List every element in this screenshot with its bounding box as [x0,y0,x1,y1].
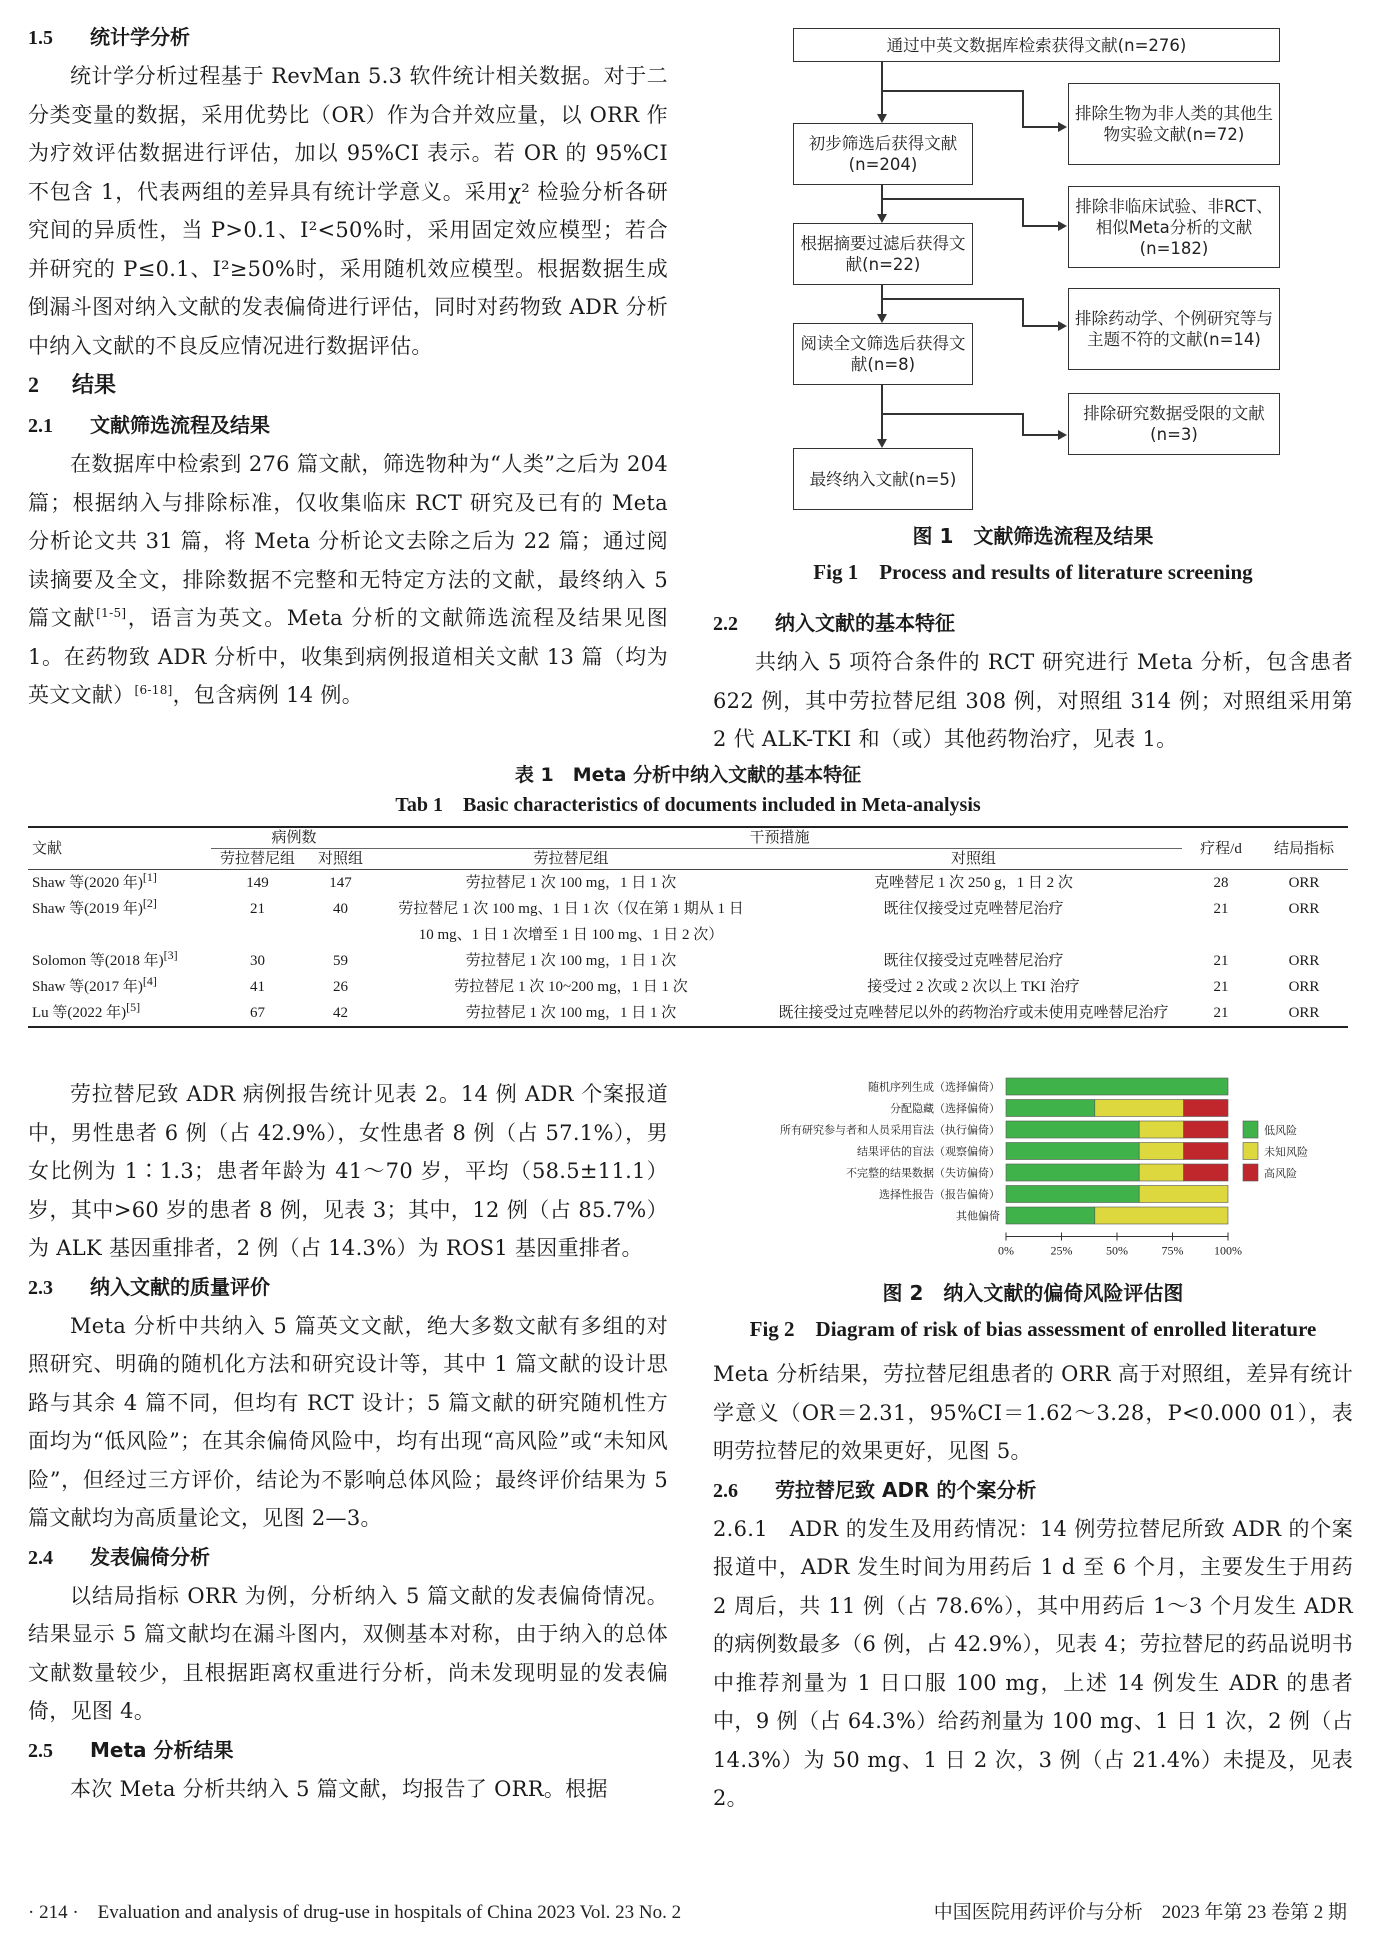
section-heading-2-1: 2.1 文献筛选流程及结果 [28,413,270,437]
arrow-right-icon [1058,122,1067,132]
paragraph-quality: Meta 分析中共纳入 5 篇英文文献，绝大多数文献有多组的对照研究、明确的随机化方法和研究设计等，其中 1 篇文献的设计思路与其余 4 篇不同，但均有 RCT 设计；5 篇文献的研究随机性方面均为“低风险”；在其余偏倚风险中，均有出现“高风险”或“未知风险”，但经过三方评价，结论为不影响总体风险；最终评价结果为 5 篇文献均为高质量论文，见图 2—3。 [28,1313,668,1530]
flow-connector [1022,413,1024,435]
paragraph-screening: 在数据库中检索到 276 篇文献，筛选物种为“人类”之后为 204 篇；根据纳入与排除标准，仅收集临床 RCT 研究及已有的 Meta 分析论文共 31 篇，将 Meta 分析论文去除之后为 22 篇；通过阅读摘要及全文，排除数据不完整和无特定方法的文献，最终纳入 5 篇文献[1-5]，语言为英文。Meta 分析的文献筛选流程及结果见图 1。在药物致 ADR 分析中，收集到病例报道相关文献 13 篇（均为英文文献）[6-18]，包含病例 14 例。 [28,452,668,707]
citation[interactable]: [5] [126,1000,141,1014]
risk-of-bias-chart [713,1075,1353,1275]
category-label: 选择性报告（报告偏倚） [879,1188,1000,1201]
figure-1-caption-cn: 图 1 文献筛选流程及结果 [912,524,1154,548]
flow-box-excluded-4: 排除研究数据受限的文献(n=3) [1068,393,1280,455]
flow-box-excluded-3: 排除药动学、个例研究等与主题不符的文献(n=14) [1068,288,1280,370]
category-label: 其他偏倚 [956,1209,1000,1223]
footer-journal-en: · 214 · Evaluation and analysis of drug-use in hospitals of China 2023 Vol. 23 No. 2 [28,1902,682,1923]
bar-segment [1006,1164,1139,1181]
section-heading-2-4: 2.4 发表偏倚分析 [28,1544,210,1569]
citation[interactable]: [6-18] [134,683,173,697]
citation[interactable]: [2] [142,896,157,910]
x-tick-label: 100% [1214,1243,1242,1258]
risk-of-bias-chart-svg [713,1075,1353,1275]
flow-connector [881,413,1023,415]
figure-1-caption-en: Fig 1 Process and results of literature screening [813,560,1253,584]
table-1-caption-cn: 表 1 Meta 分析中纳入文献的基本特征 [514,764,862,786]
section-heading-1-5: 1.5 统计学分析 [28,25,190,49]
figure-2-caption-en: Fig 2 Diagram of risk of bias assessment of enrolled literature [749,1317,1317,1341]
flow-connector [1022,434,1059,436]
table-row: Shaw 等(2017 年)[4] 41 26 劳拉替尼 1 次 10~200 mg，1 日 1 次 接受过 2 次或 2 次以上 TKI 治疗 21 ORR [32,974,1320,995]
bar-segment [1139,1143,1183,1160]
bar-segment [1139,1121,1183,1138]
arrow-down-icon [877,114,887,123]
paragraph-meta-results-continued: Meta 分析结果，劳拉替尼组患者的 ORR 高于对照组，差异有统计学意义（OR＝2.31，95%CI＝1.62～3.28，P<0.000 01），表明劳拉替尼的效果更好，见图 5。 [713,1362,1353,1463]
bar-segment [1184,1164,1228,1181]
flow-connector [1022,90,1024,128]
left-column-bottom [28,1075,668,1808]
citation[interactable]: [4] [142,974,157,988]
bar-segment [1095,1207,1228,1224]
flow-connector [881,90,1023,92]
arrow-down-icon [877,314,887,323]
flow-connector [1022,225,1059,227]
col-header-cases-lorlatinib: 劳拉替尼组 [219,851,295,867]
bar-segment [1184,1100,1228,1117]
legend-label: 未知风险 [1264,1145,1308,1159]
bar-segment [1006,1186,1139,1203]
category-label: 不完整的结果数据（失访偏倚） [846,1166,1000,1180]
bar-segment [1006,1100,1095,1117]
paragraph-statistics: 统计学分析过程基于 RevMan 5.3 软件统计相关数据。对于二分类变量的数据，采用优势比（OR）作为合并效应量，以 ORR 作为疗效评估数据进行评估，加以 95%CI 表示。若 OR 的 95%CI 不包含 1，代表两组的差异具有统计学意义。采用χ² 检验分析各研究间的异质性，当 P>0.1、I²<50%时，采用固定效应模型；若合并研究的 P≤0.1、I²≥50%时，采用随机效应模型。根据数据生成倒漏斗图对纳入文献的发表偏倚进行评估，同时对药物致 ADR 分析中纳入文献的不良反应情况进行数据评估。 [28,64,668,358]
flow-connector [1022,298,1024,326]
arrow-down-icon [877,439,887,448]
flow-box-main-5: 最终纳入文献(n=5) [793,448,973,510]
bar-segment [1095,1100,1184,1117]
bar-segment [1139,1164,1183,1181]
table-row: Lu 等(2022 年)[5] 67 42 劳拉替尼 1 次 100 mg，1 日 1 次 既往接受过克唑替尼以外的药物治疗或未使用克唑替尼治疗 21 ORR [28,1000,1348,1027]
col-header-outcome: 结局指标 [1260,827,1348,870]
paragraph-characteristics: 共纳入 5 项符合条件的 RCT 研究进行 Meta 分析，包含患者 622 例，其中劳拉替尼组 308 例，对照组 314 例；对照组采用第 2 代 ALK-TKI 和（或）其他药物治疗，见表 1。 [713,650,1353,751]
flow-connector [1022,325,1059,327]
table-1-caption-en: Tab 1 Basic characteristics of documents included in Meta-analysis [395,794,981,816]
flow-box-excluded-1: 排除生物为非人类的其他生物实验文献(n=72) [1068,83,1280,165]
category-label: 所有研究参与者和人员采用盲法（执行偏倚） [780,1123,1000,1137]
flow-box-excluded-2: 排除非临床试验、非RCT、相似Meta分析的文献(n=182) [1068,186,1280,268]
category-label: 随机序列生成（选择偏倚） [868,1080,1000,1094]
bar-segment [1184,1143,1228,1160]
legend-swatch [1243,1143,1258,1160]
col-header-cases: 病例数 [211,827,377,849]
bar-segment [1006,1078,1228,1095]
col-header-ref: 文献 [28,827,211,870]
bar-segment [1139,1186,1228,1203]
flow-box-main-2: 初步筛选后获得文献(n=204) [793,123,973,185]
figure-2-caption-cn: 图 2 纳入文献的偏倚风险评估图 [882,1281,1184,1305]
right-column-top [713,18,1353,759]
flow-connector [1022,198,1024,226]
col-header-intervention: 干预措施 [377,827,1182,849]
table-1 [28,760,1348,1028]
footer-journal-cn: 中国医院用药评价与分析 2023 年第 23 卷第 2 期 [933,1902,1347,1923]
col-header-int-lorlatinib: 劳拉替尼组 [533,851,609,867]
section-heading-2-2: 2.2 纳入文献的基本特征 [713,611,955,635]
flow-box-main-1: 通过中英文数据库检索获得文献(n=276) [793,28,1280,62]
bar-segment [1184,1121,1228,1138]
x-tick-label: 25% [1050,1243,1073,1258]
x-tick-label: 50% [1106,1243,1128,1258]
table-row: Solomon 等(2018 年)[3] 30 59 劳拉替尼 1 次 100 mg，1 日 1 次 既往仅接受过克唑替尼治疗 21 ORR [32,948,1320,969]
col-header-cases-control: 对照组 [317,851,363,867]
paragraph-publication-bias: 以结局指标 ORR 为例，分析纳入 5 篇文献的发表偏倚情况。结果显示 5 篇文献均在漏斗图内，双侧基本对称，由于纳入的总体文献数量较少，且根据距离权重进行分析，尚未发现明显的发表偏倚，见图 4。 [28,1583,668,1723]
flow-connector [881,198,1023,200]
section-heading-2: 2 结果 [28,372,117,398]
x-tick-label: 0% [998,1243,1014,1258]
col-header-int-control: 对照组 [950,851,996,867]
citation[interactable]: [1] [142,870,157,884]
legend-label: 高风险 [1264,1167,1297,1180]
citation[interactable]: [3] [163,948,178,962]
bar-segment [1006,1121,1139,1138]
section-heading-2-5: 2.5 Meta 分析结果 [28,1737,234,1762]
arrow-down-icon [877,214,887,223]
category-label: 分配隐藏（选择偏倚） [890,1102,1000,1115]
flow-box-main-3: 根据摘要过滤后获得文献(n=22) [793,223,973,285]
flow-connector [881,298,1023,300]
citation[interactable]: [1-5] [96,606,127,620]
table-row: Shaw 等(2020 年)[1] 149 147 劳拉替尼 1 次 100 mg，1 日 1 次 克唑替尼 1 次 250 g，1 日 2 次 28 ORR [32,870,1320,891]
x-tick-label: 75% [1161,1243,1184,1258]
paragraph-meta-results: 本次 Meta 分析共纳入 5 篇文献，均报告了 ORR。根据 [70,1776,608,1801]
left-column-top [28,18,668,715]
legend-swatch [1243,1164,1258,1181]
section-heading-2-6: 2.6 劳拉替尼致 ADR 的个案分析 [713,1477,1037,1502]
bar-segment [1006,1143,1139,1160]
arrow-right-icon [1058,430,1067,440]
flowchart-figure-1 [793,18,1353,488]
col-header-course: 疗程/d [1182,827,1260,870]
flow-connector [881,384,883,439]
section-heading-2-3: 2.3 纳入文献的质量评价 [28,1274,270,1299]
flow-connector [1022,126,1059,128]
flow-connector [881,61,883,114]
category-label: 结果评估的盲法（观察偏倚） [857,1145,1000,1158]
flow-box-main-4: 阅读全文筛选后获得文献(n=8) [793,323,973,385]
arrow-right-icon [1058,221,1067,231]
bar-segment [1006,1207,1095,1224]
paragraph-adr-statistics: 劳拉替尼致 ADR 病例报告统计见表 2。14 例 ADR 个案报道中，男性患者 6 例（占 42.9%），女性患者 8 例（占 57.1%），男女比例为 1∶1.3；患者年龄为 41～70 岁，平均（58.5±11.1）岁，其中>60 岁的患者 8 例，见表 3；其中，12 例（占 85.7%）为 ALK 基因重排者，2 例（占 14.3%）为 ROS1 基因重排者。 [28,1082,668,1260]
characteristics-table [28,826,1348,1028]
right-column-bottom [713,1075,1353,1818]
paragraph-adr-occurrence: 2.6.1 ADR 的发生及用药情况：14 例劳拉替尼所致 ADR 的个案报道中，ADR 发生时间为用药后 1 d 至 6 个月，主要发生于用药 2 周后，共 11 例（占 78.6%），其中用药后 1～3 个月发生 ADR 的病例数最多（6 例，占 42.9%），见表 4；劳拉替尼的药品说明书中推荐剂量为 1 日口服 100 mg，上述 14 例发生 ADR 的患者中，9 例（占 64.3%）给药剂量为 100 mg、1 日 1 次，2 例（占 14.3%）为 50 mg、1 日 2 次，3 例（占 21.4%）未提及，见表 2。 [713,1516,1353,1810]
legend-label: 低风险 [1264,1124,1297,1137]
legend-swatch [1243,1121,1258,1138]
table-row: Shaw 等(2019 年)[2] 21 40 劳拉替尼 1 次 100 mg、1 日 1 次（仅在第 1 期从 1 日 10 mg、1 日 1 次增至 1 日 100 mg、1 日 2 次） 既往仅接受过克唑替尼治疗 21 ORR [32,896,1320,943]
arrow-right-icon [1058,321,1067,331]
